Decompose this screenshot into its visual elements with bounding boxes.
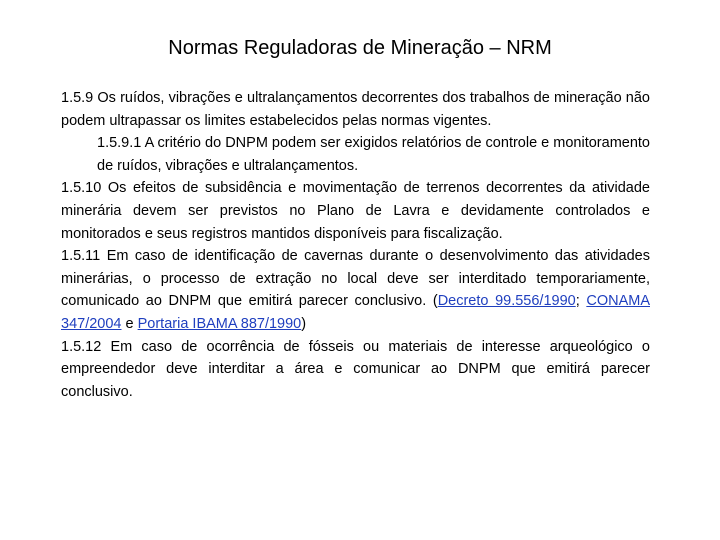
refs-separator-1: ; [575, 293, 587, 310]
refs-open: ( [426, 293, 438, 310]
paragraph-1-5-12: 1.5.12 Em caso de ocorrência de fósseis ou materiais de interesse arqueológico o empreendedor deve interditar a área e comunicar ao DNPM que emitirá parecer conclusivo. [61, 338, 650, 400]
refs-close: ) [301, 315, 307, 332]
paragraph-1-5-10: 1.5.10 Os efeitos de subsidência e movimentação de terrenos decorrentes da atividade minerária devem ser previstos no Plano de Lavra e devidamente controlados e monitorados e seus registros mantidos disponíveis para fiscalização. [61, 180, 650, 242]
document-body [61, 87, 650, 403]
paragraph-1-5-9-1: 1.5.9.1 A critério do DNPM podem ser exigidos relatórios de controle e monitoramento de ruídos, vibrações e ultralançamentos. [97, 135, 650, 174]
link-conama-347[interactable]: CONAMA 347/2004 [61, 293, 650, 332]
paragraph-1-5-9: 1.5.9 Os ruídos, vibrações e ultralançamentos decorrentes dos trabalhos de mineração não podem ultrapassar os limites estabelecidos pelas normas vigentes. [61, 90, 650, 129]
link-portaria-ibama-887[interactable]: Portaria IBAMA 887/1990 [137, 315, 302, 332]
paragraph-1-5-11 [61, 245, 650, 335]
page-title: Normas Reguladoras de Mineração – NRM [168, 37, 552, 59]
link-decreto-99556[interactable]: Decreto 99.556/1990 [437, 293, 576, 310]
paragraph-1-5-11-text: 1.5.11 Em caso de identificação de cavernas durante o desenvolvimento das atividades minerárias, o processo de extração no local deve ser interditado temporariamente, comunicado ao DNPM que emitirá parecer conclusivo. [61, 248, 650, 310]
refs-separator-2: e [121, 315, 138, 332]
